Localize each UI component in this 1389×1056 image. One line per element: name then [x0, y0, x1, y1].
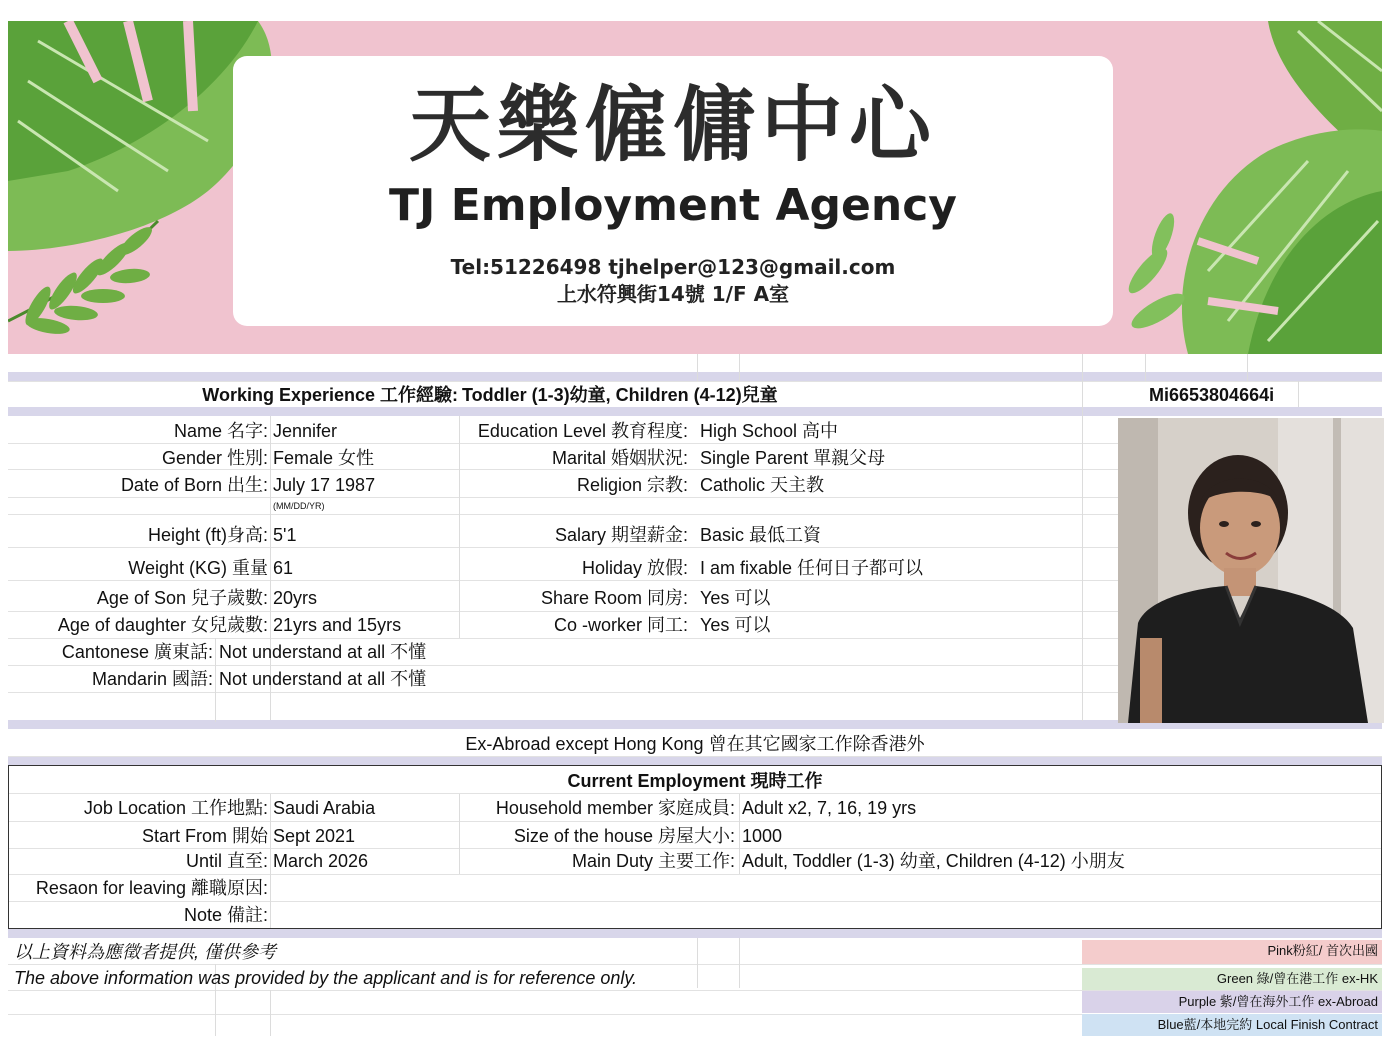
job-location-value: Saudi Arabia [273, 798, 376, 818]
legend-blue: Blue藍/本地完約 Local Finish Contract [1082, 1014, 1382, 1036]
working-experience-label: Working Experience 工作經驗: [202, 385, 458, 405]
until-label: Until 直至: [185, 851, 268, 871]
house-size-label: Size of the house 房屋大小: [513, 826, 735, 846]
applicant-photo [1118, 418, 1384, 723]
start-from-label: Start From 開始 [141, 826, 268, 846]
height-value: 5'1 [273, 525, 297, 545]
main-duty-value: Adult, Toddler (1-3) 幼童, Children (4-12) 小朋友 [742, 851, 1125, 871]
salary-label: Salary 期望薪金: [554, 525, 688, 545]
applicant-portrait-icon [1118, 418, 1384, 723]
separator-band [8, 372, 1382, 381]
age-of-daughter-label: Age of daughter 女兒歲數: [57, 615, 268, 635]
disclaimer-chinese: 以上資料為應徵者提供, 僅供參考 [14, 942, 277, 962]
agency-address: 上水符興街14號 1/F A室 [556, 282, 790, 306]
share-room-label: Share Room 同房: [540, 588, 688, 608]
co-worker-label: Co -worker 同工: [553, 615, 688, 635]
share-room-value: Yes 可以 [700, 588, 771, 608]
cantonese-value: Not understand at all 不懂 [219, 642, 427, 662]
date-format-note: (MM/DD/YR) [273, 501, 325, 511]
ex-abroad-status: Ex-Abroad except Hong Kong 曾在其它國家工作除香港外 [465, 734, 925, 754]
note-label: Note 備註: [183, 905, 268, 925]
disclaimer-english: The above information was provided by the applicant and is for reference only. [14, 968, 638, 988]
applicant-sheet [8, 354, 1382, 1036]
holiday-label: Holiday 放假: [581, 558, 688, 578]
cantonese-label: Cantonese 廣東話: [61, 642, 213, 662]
religion-value: Catholic 天主教 [700, 475, 825, 495]
gender-value: Female 女性 [273, 448, 375, 468]
age-of-son-label: Age of Son 兒子歲數: [96, 588, 268, 608]
name-label: Name 名字: [173, 421, 268, 441]
until-value: March 2026 [273, 851, 369, 871]
education-value: High School 高中 [700, 421, 839, 441]
household-member-value: Adult x2, 7, 16, 19 yrs [742, 798, 917, 818]
reason-for-leaving-label: Resaon for leaving 離職原因: [35, 878, 268, 898]
age-of-daughter-value: 21yrs and 15yrs [273, 615, 402, 635]
salary-value: Basic 最低工資 [700, 525, 822, 545]
marital-label: Marital 婚姻狀況: [551, 448, 688, 468]
main-duty-label: Main Duty 主要工作: [571, 851, 735, 871]
household-member-label: Household member 家庭成員: [495, 798, 735, 818]
house-size-value: 1000 [742, 826, 783, 846]
current-employment-heading: Current Employment 現時工作 [567, 771, 823, 791]
name-value: Jennifer [273, 421, 338, 441]
legend-green: Green 綠/曾在港工作 ex-HK [1082, 968, 1382, 990]
job-location-label: Job Location 工作地點: [83, 798, 268, 818]
mandarin-value: Not understand at all 不懂 [219, 669, 427, 689]
agency-contact: Tel:51226498 tjhelper@123@gmail.com [450, 255, 896, 279]
weight-value: 61 [273, 558, 294, 578]
agency-name-chinese: 天樂僱傭中心 [408, 78, 937, 173]
education-label: Education Level 教育程度: [477, 421, 688, 441]
agency-name-english: TJ Employment Agency [389, 180, 957, 231]
reference-code: Mi6653804664i [1149, 385, 1275, 405]
separator-band [8, 929, 1382, 938]
age-of-son-value: 20yrs [273, 588, 318, 608]
religion-label: Religion 宗教: [576, 475, 688, 495]
marital-value: Single Parent 單親父母 [700, 448, 886, 468]
date-of-birth-value: July 17 1987 [273, 475, 376, 495]
start-from-value: Sept 2021 [273, 826, 356, 846]
agency-banner [8, 21, 1382, 354]
separator-band [8, 407, 1382, 416]
mandarin-label: Mandarin 國語: [91, 669, 213, 689]
co-worker-value: Yes 可以 [700, 615, 771, 635]
gender-label: Gender 性別: [161, 448, 268, 468]
date-of-birth-label: Date of Born 出生: [120, 475, 268, 495]
height-label: Height (ft)身高: [147, 525, 268, 545]
working-experience-value: Toddler (1-3)幼童, Children (4-12)兒童 [462, 385, 778, 405]
legend-purple: Purple 紫/曾在海外工作 ex-Abroad [1082, 991, 1382, 1013]
legend-pink: Pink粉紅/ 首次出國 [1082, 940, 1382, 964]
banner-card [233, 56, 1113, 326]
holiday-value: I am fixable 任何日子都可以 [700, 558, 924, 578]
weight-label: Weight (KG) 重量 [128, 558, 268, 578]
